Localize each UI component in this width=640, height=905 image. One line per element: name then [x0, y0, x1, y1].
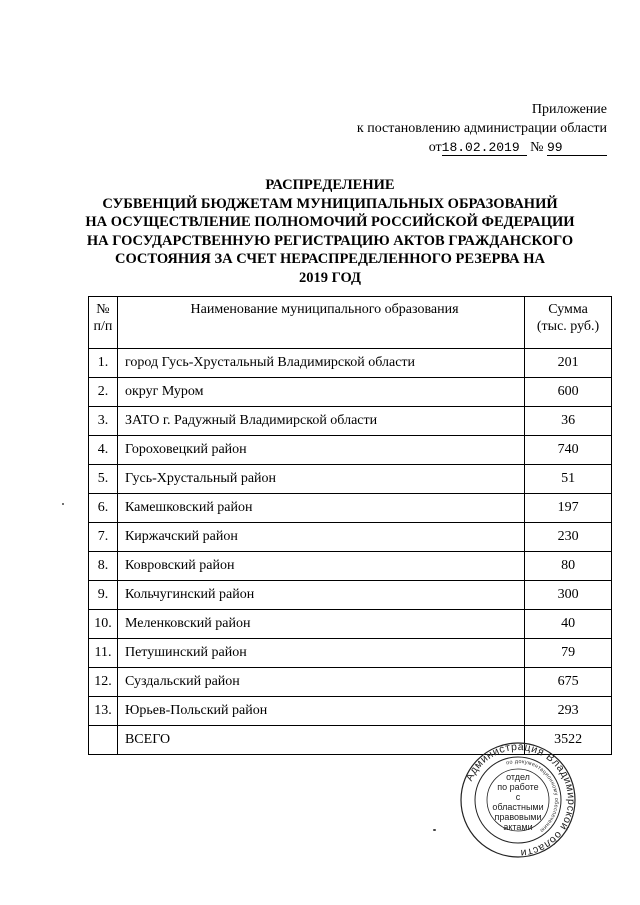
row-name: Кольчугинский район: [117, 581, 524, 610]
row-num: 1.: [89, 349, 118, 378]
row-name: Гусь-Хрустальный район: [117, 465, 524, 494]
title-line: СУБВЕНЦИЙ БЮДЖЕТАМ МУНИЦИПАЛЬНЫХ ОБРАЗОВАНИЙ: [102, 195, 558, 212]
scan-speck: [62, 503, 64, 505]
stamp-inner-ring-text: по документационному обеспечению: [505, 758, 560, 834]
row-sum: 197: [525, 494, 612, 523]
document-title: [80, 176, 580, 287]
row-sum: 80: [525, 552, 612, 581]
appendix-subtitle: к постановлению администрации области: [356, 121, 607, 136]
row-name: Суздальский район: [117, 668, 524, 697]
row-name: ЗАТО г. Радужный Владимирской области: [117, 407, 524, 436]
stamp-center-text: [492, 772, 544, 832]
table-row: [89, 581, 612, 610]
stamp-line: правовыми: [494, 812, 542, 822]
row-sum: 79: [525, 639, 612, 668]
table-row: [89, 552, 612, 581]
decree-date: 18.02.2019: [442, 140, 527, 156]
stamp-ring-text: Администрация Владимирской области: [463, 742, 578, 858]
table-row: [89, 610, 612, 639]
row-sum: 300: [525, 581, 612, 610]
row-sum: 675: [525, 668, 612, 697]
row-num: 11.: [89, 639, 118, 668]
appendix-title: Приложение: [531, 102, 607, 117]
row-num: 3.: [89, 407, 118, 436]
row-num: 6.: [89, 494, 118, 523]
decree-number: 99: [547, 140, 607, 156]
row-num: 5.: [89, 465, 118, 494]
row-num: 9.: [89, 581, 118, 610]
row-num: 13.: [89, 697, 118, 726]
table-row: [89, 465, 612, 494]
row-num: 12.: [89, 668, 118, 697]
row-name: округ Муром: [117, 378, 524, 407]
table-row: [89, 668, 612, 697]
row-name: Меленковский район: [117, 610, 524, 639]
row-num: 8.: [89, 552, 118, 581]
row-num: 10.: [89, 610, 118, 639]
row-name: Ковровский район: [117, 552, 524, 581]
total-num: [89, 726, 118, 755]
row-sum: 600: [525, 378, 612, 407]
title-line: СОСТОЯНИЯ ЗА СЧЕТ НЕРАСПРЕДЕЛЕННОГО РЕЗЕРВА НА: [114, 251, 546, 267]
table-row: [89, 697, 612, 726]
header-num-label: п/п: [93, 319, 113, 334]
title-line: НА ОСУЩЕСТВЛЕНИЕ ПОЛНОМОЧИЙ РОССИЙСКОЙ ФЕДЕРАЦИИ: [85, 214, 575, 230]
stamp-line: актами: [503, 822, 533, 832]
row-sum: 36: [525, 407, 612, 436]
distribution-table: [88, 296, 612, 755]
row-sum: 740: [525, 436, 612, 465]
stamp-line: с областными: [492, 792, 544, 812]
title-line: НА ГОСУДАРСТВЕННУЮ РЕГИСТРАЦИЮ АКТОВ ГРАЖДАНСКОГО: [86, 232, 574, 249]
table-header-row: [89, 297, 612, 349]
appendix-date-line: [357, 138, 607, 157]
row-name: Петушинский район: [117, 639, 524, 668]
row-name: Киржачский район: [117, 523, 524, 552]
total-sum: 3522: [525, 726, 612, 755]
header-num-symbol: №: [96, 302, 110, 317]
table-row: [89, 639, 612, 668]
title-line: РАСПРЕДЕЛЕНИЕ: [265, 177, 395, 193]
row-name: город Гусь-Хрустальный Владимирской области: [117, 349, 524, 378]
table-row: [89, 349, 612, 378]
row-num: 7.: [89, 523, 118, 552]
stamp-line: по работе: [497, 782, 539, 792]
header-sum-label: Сумма: [548, 302, 588, 317]
title-line: 2019 ГОД: [298, 269, 362, 286]
header-num: [89, 297, 118, 349]
row-sum: 230: [525, 523, 612, 552]
table-row: [89, 436, 612, 465]
appendix-block: [357, 100, 607, 157]
row-name: Камешковский район: [117, 494, 524, 523]
row-name: Юрьев-Польский район: [117, 697, 524, 726]
date-prefix: от: [428, 140, 442, 155]
total-label: ВСЕГО: [117, 726, 524, 755]
row-num: 2.: [89, 378, 118, 407]
row-sum: 51: [525, 465, 612, 494]
header-sum: [525, 297, 612, 349]
table-row: [89, 378, 612, 407]
row-name: Гороховецкий район: [117, 436, 524, 465]
row-sum: 40: [525, 610, 612, 639]
scan-speck: [433, 829, 436, 831]
table-row: [89, 407, 612, 436]
stamp-line: отдел: [506, 772, 530, 782]
table-row: [89, 523, 612, 552]
table-row: [89, 494, 612, 523]
header-sum-unit: (тыс. руб.): [536, 319, 600, 334]
header-name: Наименование муниципального образования: [117, 297, 524, 349]
row-num: 4.: [89, 436, 118, 465]
official-stamp: [450, 742, 586, 858]
row-sum: 293: [525, 697, 612, 726]
number-prefix: №: [530, 140, 544, 155]
row-sum: 201: [525, 349, 612, 378]
